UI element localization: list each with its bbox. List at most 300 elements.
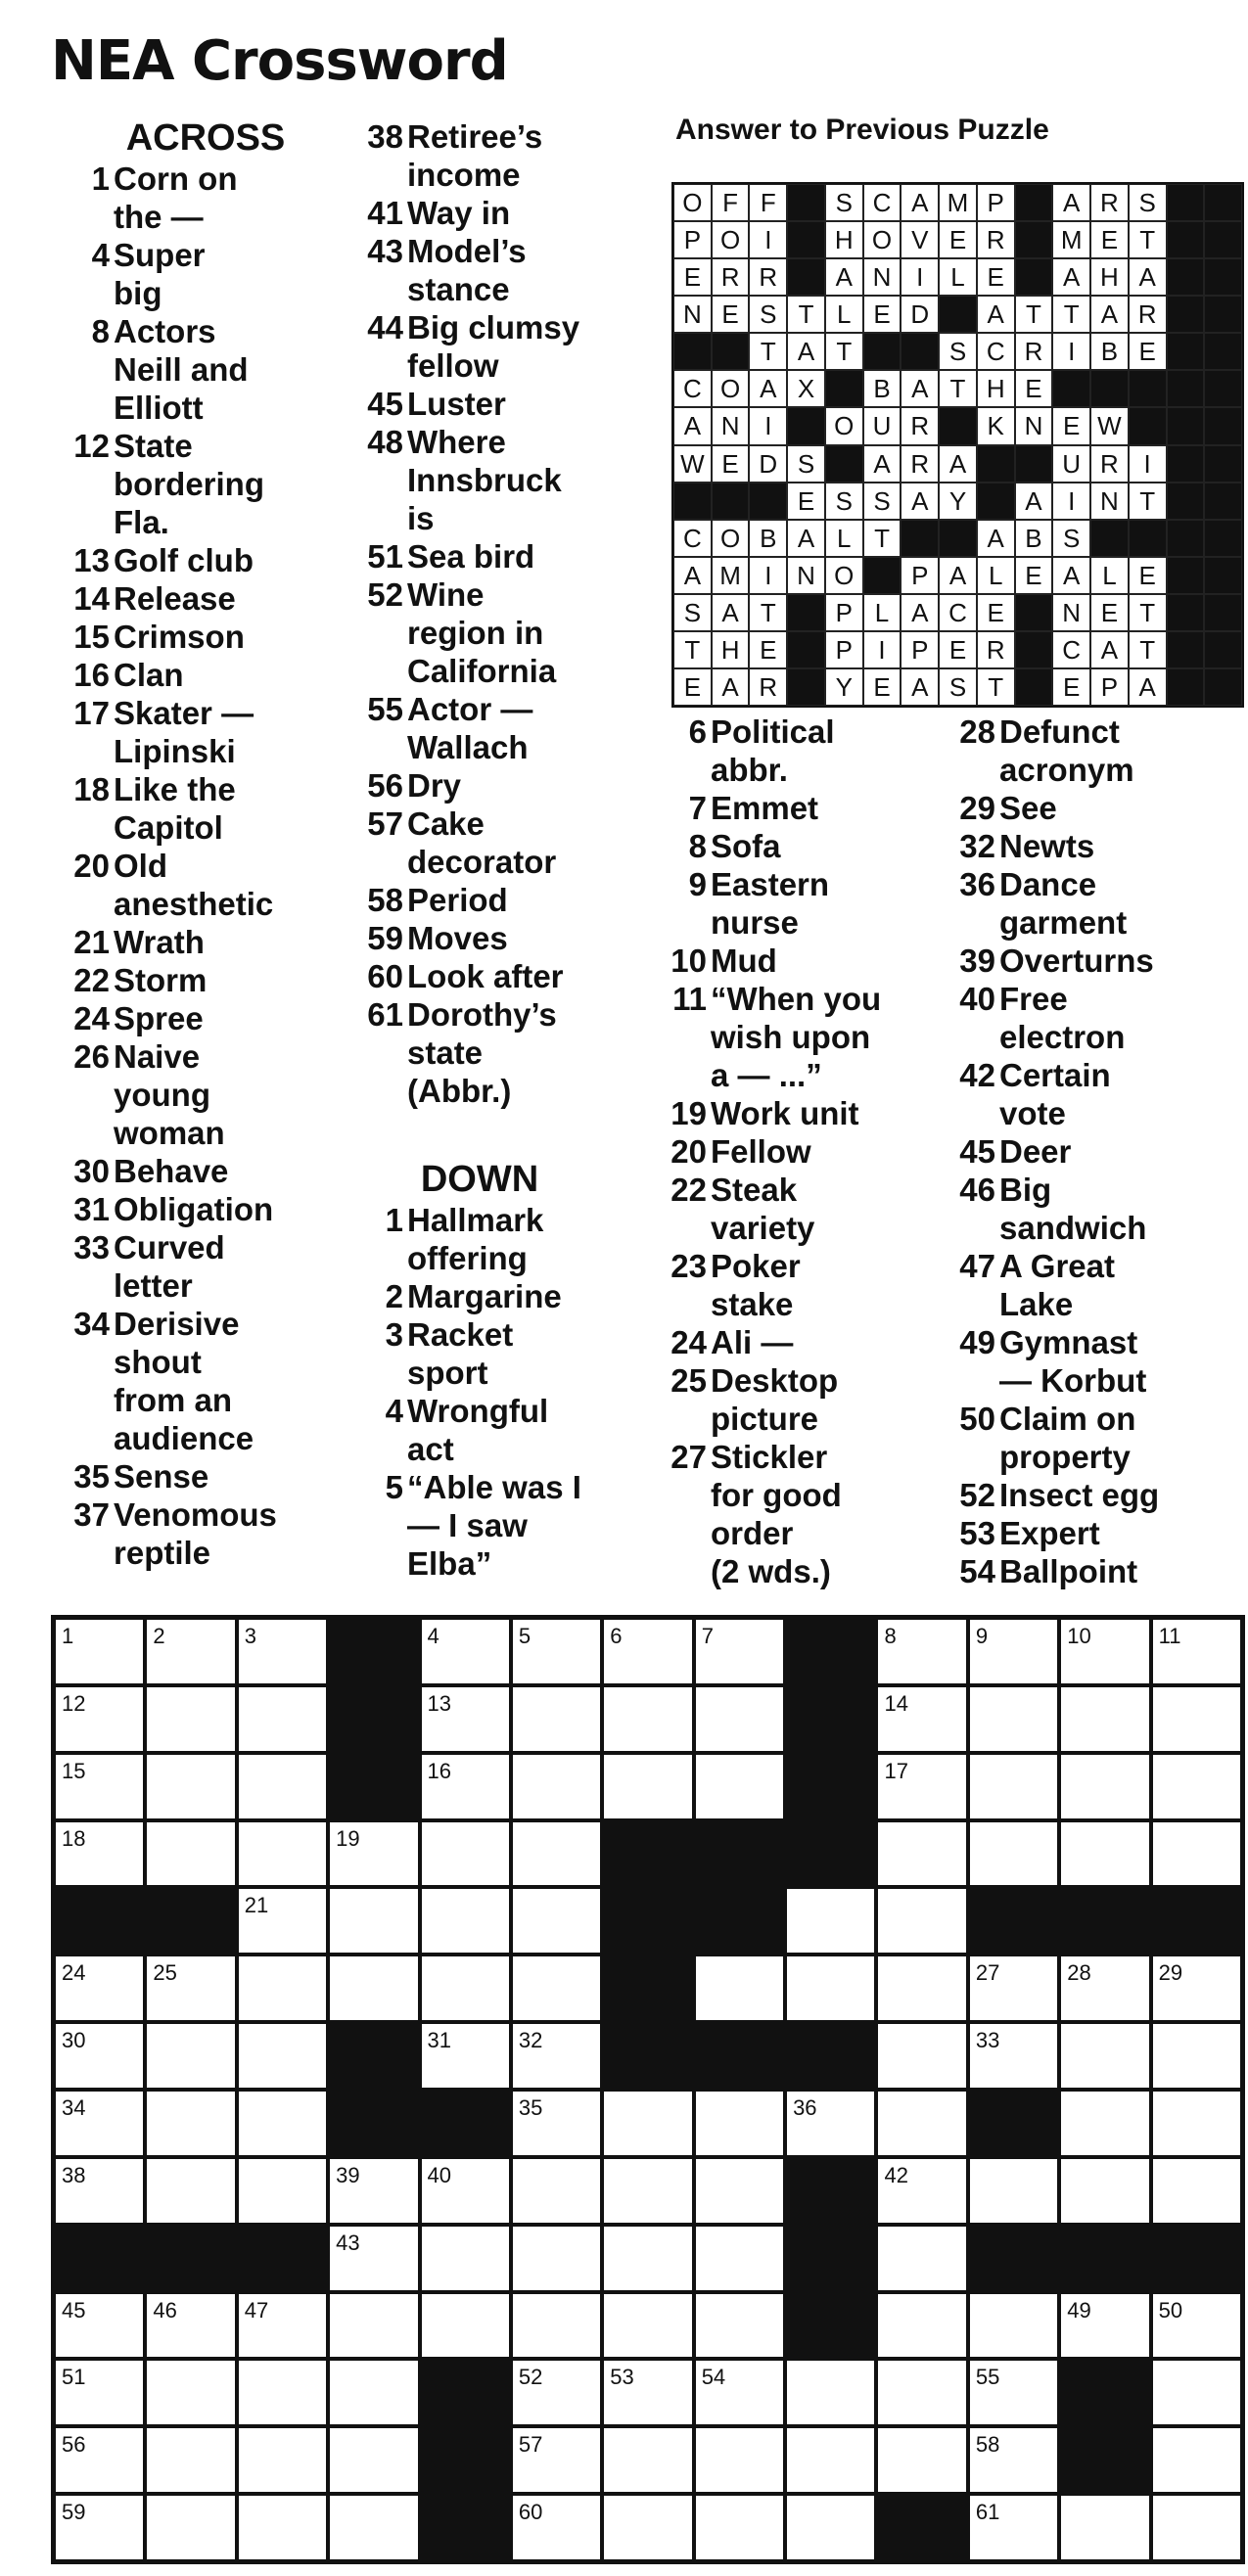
grid-cell[interactable]: [602, 2225, 693, 2292]
black-square: [968, 1887, 1059, 1955]
grid-cell[interactable]: [328, 1820, 419, 1888]
clue-text: Cake decorator: [407, 805, 557, 880]
across-col-1: [59, 117, 352, 1572]
down-clue: [656, 1438, 949, 1590]
grid-cell[interactable]: [1151, 2157, 1242, 2225]
grid-cell[interactable]: [237, 2090, 328, 2157]
grid-cell[interactable]: [1151, 1820, 1242, 1888]
across-clue: [59, 312, 352, 427]
grid-cell[interactable]: [328, 1887, 419, 1955]
answer-cell: H: [1090, 258, 1129, 296]
grid-cell[interactable]: [420, 1685, 511, 1753]
grid-cell[interactable]: [54, 1618, 145, 1685]
grid-cell[interactable]: [145, 2022, 236, 2090]
down-clue: [656, 1132, 949, 1171]
answer-cell: W: [1090, 407, 1129, 444]
cell-number: 47: [244, 2297, 269, 2323]
grid-cell[interactable]: [602, 2426, 693, 2494]
clue-text: Eastern nurse: [711, 866, 830, 941]
clue-number: 16: [73, 657, 110, 693]
grid-cell[interactable]: [145, 2090, 236, 2157]
grid-cell[interactable]: [511, 1753, 602, 1820]
grid-cell[interactable]: [876, 1820, 967, 1888]
grid-cell[interactable]: [237, 2426, 328, 2494]
black-square: [749, 483, 787, 520]
clue-number: 24: [73, 1000, 110, 1036]
grid-cell[interactable]: [511, 2426, 602, 2494]
clue-number: 6: [688, 713, 707, 750]
grid-cell[interactable]: [511, 2494, 602, 2561]
grid-cell[interactable]: [968, 2292, 1059, 2360]
black-square: [673, 333, 712, 370]
cell-number: 35: [518, 2094, 543, 2120]
grid-cell[interactable]: [876, 2359, 967, 2426]
answer-cell: O: [712, 370, 750, 407]
grid-cell[interactable]: [237, 1955, 328, 2022]
clue-number: 15: [73, 619, 110, 655]
clue-text: Obligation: [114, 1191, 274, 1227]
black-square: [328, 1753, 419, 1820]
cell-number: 7: [701, 1624, 714, 1648]
answer-cell: A: [901, 184, 939, 221]
grid-cell[interactable]: [1059, 2292, 1150, 2360]
grid-cell[interactable]: [328, 2426, 419, 2494]
answer-cell: Y: [825, 668, 863, 706]
black-square: [939, 407, 977, 444]
crossword-grid[interactable]: [51, 1615, 1245, 2564]
grid-cell[interactable]: [511, 2359, 602, 2426]
answer-cell: E: [1090, 594, 1129, 631]
grid-cell[interactable]: [694, 2225, 785, 2292]
grid-cell[interactable]: [968, 2022, 1059, 2090]
grid-cell[interactable]: [237, 2292, 328, 2360]
grid-cell[interactable]: [694, 1753, 785, 1820]
grid-cell[interactable]: [145, 2359, 236, 2426]
grid-cell[interactable]: [602, 2157, 693, 2225]
grid-cell[interactable]: [1151, 2090, 1242, 2157]
grid-cell[interactable]: [1151, 2359, 1242, 2426]
grid-cell[interactable]: [1151, 2494, 1242, 2561]
grid-cell[interactable]: [1059, 2022, 1150, 2090]
grid-cell[interactable]: [237, 1685, 328, 1753]
cell-number: 57: [518, 2432, 543, 2458]
grid-cell[interactable]: [876, 2292, 967, 2360]
grid-cell[interactable]: [1059, 1753, 1150, 1820]
grid-cell[interactable]: [54, 2494, 145, 2561]
grid-cell[interactable]: [237, 1618, 328, 1685]
black-square: [1204, 370, 1242, 407]
grid-cell[interactable]: [876, 2022, 967, 2090]
grid-cell[interactable]: [420, 2157, 511, 2225]
grid-cell[interactable]: [328, 2359, 419, 2426]
grid-cell[interactable]: [54, 2292, 145, 2360]
grid-cell[interactable]: [511, 1887, 602, 1955]
grid-cell[interactable]: [1059, 1685, 1150, 1753]
grid-cell[interactable]: [54, 1685, 145, 1753]
down-clue: [656, 942, 949, 980]
grid-cell[interactable]: [54, 2090, 145, 2157]
answer-cell: E: [787, 483, 825, 520]
grid-cell[interactable]: [876, 2157, 967, 2225]
black-square: [1204, 333, 1242, 370]
grid-cell[interactable]: [237, 2494, 328, 2561]
clue-number: 7: [688, 790, 707, 826]
cell-number: 27: [975, 1960, 1000, 1986]
black-square: [602, 1955, 693, 2022]
answer-cell: I: [901, 258, 939, 296]
grid-cell[interactable]: [328, 2157, 419, 2225]
cell-number: 49: [1067, 2297, 1091, 2323]
grid-cell[interactable]: [876, 1955, 967, 2022]
grid-cell[interactable]: [602, 2359, 693, 2426]
answer-cell: S: [939, 668, 977, 706]
grid-cell[interactable]: [328, 1955, 419, 2022]
grid-cell[interactable]: [968, 1685, 1059, 1753]
grid-cell[interactable]: [145, 1820, 236, 1888]
clue-number: 28: [959, 713, 995, 750]
grid-cell[interactable]: [420, 1955, 511, 2022]
answer-cell: C: [673, 520, 712, 557]
grid-cell[interactable]: [694, 2359, 785, 2426]
across-clue: [352, 919, 675, 957]
grid-cell[interactable]: [420, 1887, 511, 1955]
clue-text: Hallmark offering: [407, 1202, 544, 1276]
across-clue: [352, 194, 675, 232]
answer-cell: A: [977, 296, 1015, 333]
black-square: [968, 2225, 1059, 2292]
grid-cell[interactable]: [328, 2494, 419, 2561]
grid-cell[interactable]: [511, 1685, 602, 1753]
clue-number: 60: [367, 958, 403, 994]
grid-cell[interactable]: [420, 2292, 511, 2360]
answer-cell: T: [863, 520, 901, 557]
clue-number: 11: [672, 981, 707, 1017]
grid-cell[interactable]: [876, 1753, 967, 1820]
grid-cell[interactable]: [145, 2157, 236, 2225]
answer-cell: U: [1052, 445, 1090, 483]
clue-number: 56: [367, 767, 403, 804]
grid-cell[interactable]: [785, 1955, 876, 2022]
grid-cell[interactable]: [420, 1618, 511, 1685]
grid-cell[interactable]: [1151, 1753, 1242, 1820]
black-square: [420, 2494, 511, 2561]
grid-cell[interactable]: [145, 2494, 236, 2561]
grid-cell[interactable]: [420, 1753, 511, 1820]
grid-cell[interactable]: [968, 2494, 1059, 2561]
grid-cell[interactable]: [54, 2359, 145, 2426]
answer-cell: A: [901, 483, 939, 520]
across-clue: [59, 236, 352, 312]
clue-text: Certain vote: [999, 1057, 1111, 1131]
black-square: [1167, 631, 1205, 668]
clue-number: 58: [367, 882, 403, 918]
grid-cell[interactable]: [328, 2225, 419, 2292]
clue-number: 51: [367, 538, 403, 575]
black-square: [977, 483, 1015, 520]
grid-cell[interactable]: [602, 1753, 693, 1820]
answer-cell: F: [749, 184, 787, 221]
grid-cell[interactable]: [694, 1955, 785, 2022]
grid-cell[interactable]: [602, 2292, 693, 2360]
grid-cell[interactable]: [511, 1955, 602, 2022]
grid-cell[interactable]: [328, 2292, 419, 2360]
clue-number: 33: [73, 1229, 110, 1265]
black-square: [1204, 668, 1242, 706]
black-square: [1059, 2359, 1150, 2426]
answer-cell: A: [787, 333, 825, 370]
answer-cell: N: [673, 296, 712, 333]
down-clue: [352, 1468, 675, 1583]
down-clue: [656, 1094, 949, 1132]
grid-cell[interactable]: [694, 2157, 785, 2225]
grid-cell[interactable]: [54, 1955, 145, 2022]
grid-cell[interactable]: [785, 2426, 876, 2494]
answer-cell: A: [939, 557, 977, 594]
grid-cell[interactable]: [602, 2090, 693, 2157]
grid-cell[interactable]: [511, 2090, 602, 2157]
answer-cell: B: [1090, 333, 1129, 370]
grid-cell[interactable]: [54, 1820, 145, 1888]
black-square: [420, 2090, 511, 2157]
grid-cell[interactable]: [785, 2090, 876, 2157]
cell-number: 12: [62, 1690, 86, 1716]
clue-number: 53: [959, 1515, 995, 1551]
black-square: [1204, 520, 1242, 557]
grid-cell[interactable]: [54, 1753, 145, 1820]
grid-cell[interactable]: [694, 2494, 785, 2561]
black-square: [54, 1887, 145, 1955]
clue-number: 39: [959, 943, 995, 979]
grid-cell[interactable]: [54, 2157, 145, 2225]
grid-cell[interactable]: [145, 1685, 236, 1753]
grid-cell[interactable]: [968, 2426, 1059, 2494]
black-square: [712, 483, 750, 520]
grid-cell[interactable]: [145, 2426, 236, 2494]
black-square: [1204, 594, 1242, 631]
cell-number: 14: [884, 1690, 908, 1716]
clue-number: 12: [73, 428, 110, 464]
grid-cell[interactable]: [1059, 1618, 1150, 1685]
answer-cell: O: [712, 520, 750, 557]
grid-cell[interactable]: [968, 1955, 1059, 2022]
grid-cell[interactable]: [876, 2225, 967, 2292]
grid-cell[interactable]: [876, 1887, 967, 1955]
clue-text: Big clumsy fellow: [407, 309, 580, 384]
answer-cell: L: [977, 557, 1015, 594]
answer-cell: A: [712, 668, 750, 706]
grid-cell[interactable]: [694, 2292, 785, 2360]
clue-text: Free electron: [999, 981, 1126, 1055]
clue-text: Luster: [407, 386, 506, 422]
black-square: [1167, 445, 1205, 483]
grid-cell[interactable]: [420, 2022, 511, 2090]
answer-cell: E: [712, 445, 750, 483]
across-clue: [352, 232, 675, 308]
black-square: [1015, 221, 1053, 258]
grid-cell[interactable]: [511, 2022, 602, 2090]
grid-cell[interactable]: [968, 2359, 1059, 2426]
grid-cell[interactable]: [968, 1618, 1059, 1685]
answer-title: Answer to Previous Puzzle: [675, 114, 1049, 146]
across-clue: [59, 847, 352, 923]
grid-cell[interactable]: [54, 2022, 145, 2090]
grid-cell[interactable]: [968, 2157, 1059, 2225]
down-clue: [352, 1201, 675, 1277]
black-square: [1015, 594, 1053, 631]
down-clue: [945, 942, 1248, 980]
grid-cell[interactable]: [420, 1820, 511, 1888]
answer-cell: W: [673, 445, 712, 483]
grid-cell[interactable]: [1151, 1685, 1242, 1753]
grid-cell[interactable]: [237, 2022, 328, 2090]
grid-cell[interactable]: [876, 1618, 967, 1685]
grid-cell[interactable]: [237, 2157, 328, 2225]
grid-cell[interactable]: [876, 2090, 967, 2157]
black-square: [1167, 184, 1205, 221]
answer-cell: E: [1129, 333, 1167, 370]
answer-cell: R: [1090, 445, 1129, 483]
grid-cell[interactable]: [1059, 1820, 1150, 1888]
black-square: [1204, 221, 1242, 258]
grid-cell[interactable]: [602, 2494, 693, 2561]
clue-text: Big sandwich: [999, 1172, 1147, 1246]
grid-cell[interactable]: [420, 2225, 511, 2292]
black-square: [694, 1887, 785, 1955]
grid-cell[interactable]: [145, 1955, 236, 2022]
grid-cell[interactable]: [511, 2157, 602, 2225]
answer-cell: P: [901, 631, 939, 668]
grid-cell[interactable]: [237, 1887, 328, 1955]
black-square: [1167, 333, 1205, 370]
answer-cell: E: [977, 258, 1015, 296]
clue-text: Stickler for good order (2 wds.): [711, 1439, 842, 1589]
grid-cell[interactable]: [694, 2090, 785, 2157]
grid-cell[interactable]: [1059, 1955, 1150, 2022]
answer-cell: S: [673, 594, 712, 631]
grid-cell[interactable]: [1059, 2090, 1150, 2157]
clue-text: See: [999, 790, 1057, 826]
answer-cell: A: [1052, 557, 1090, 594]
clue-number: 50: [959, 1401, 995, 1437]
grid-cell[interactable]: [694, 2426, 785, 2494]
grid-cell[interactable]: [1059, 2494, 1150, 2561]
black-square: [328, 2022, 419, 2090]
clue-text: Venomous reptile: [114, 1496, 277, 1571]
answer-cell: R: [977, 221, 1015, 258]
clue-number: 42: [959, 1057, 995, 1093]
clue-number: 52: [367, 576, 403, 613]
grid-cell[interactable]: [1151, 2426, 1242, 2494]
grid-cell[interactable]: [511, 1618, 602, 1685]
grid-cell[interactable]: [511, 2225, 602, 2292]
grid-cell[interactable]: [876, 2426, 967, 2494]
clue-text: Claim on property: [999, 1401, 1136, 1475]
answer-cell: R: [901, 407, 939, 444]
across-clue: [59, 427, 352, 541]
grid-cell[interactable]: [785, 1887, 876, 1955]
grid-cell[interactable]: [237, 2359, 328, 2426]
grid-cell[interactable]: [511, 2292, 602, 2360]
clue-text: Overturns: [999, 943, 1154, 979]
grid-cell[interactable]: [237, 1753, 328, 1820]
black-square: [787, 258, 825, 296]
black-square: [977, 445, 1015, 483]
answer-cell: A: [1129, 668, 1167, 706]
grid-cell[interactable]: [785, 2494, 876, 2561]
answer-cell: M: [712, 557, 750, 594]
clue-text: Expert: [999, 1515, 1100, 1551]
answer-cell: A: [901, 370, 939, 407]
grid-cell[interactable]: [1151, 1955, 1242, 2022]
black-square: [785, 1753, 876, 1820]
clue-text: Spree: [114, 1000, 204, 1036]
grid-cell[interactable]: [876, 1685, 967, 1753]
clue-number: 8: [91, 313, 110, 349]
grid-cell[interactable]: [1151, 2292, 1242, 2360]
answer-cell: P: [901, 557, 939, 594]
clue-text: Wine region in California: [407, 576, 557, 689]
grid-cell[interactable]: [511, 1820, 602, 1888]
black-square: [1090, 370, 1129, 407]
grid-cell[interactable]: [145, 1753, 236, 1820]
clue-number: 5: [385, 1469, 403, 1505]
grid-cell[interactable]: [54, 2426, 145, 2494]
grid-cell[interactable]: [694, 1685, 785, 1753]
grid-cell[interactable]: [145, 1618, 236, 1685]
cell-number: 10: [1067, 1624, 1091, 1648]
cell-number: 45: [62, 2297, 86, 2323]
answer-cell: E: [1090, 221, 1129, 258]
grid-cell[interactable]: [1059, 2157, 1150, 2225]
clue-number: 34: [73, 1306, 110, 1342]
black-square: [1204, 445, 1242, 483]
grid-cell[interactable]: [968, 1753, 1059, 1820]
grid-cell[interactable]: [237, 1820, 328, 1888]
black-square: [328, 1685, 419, 1753]
across-clue: [352, 385, 675, 423]
black-square: [1167, 668, 1205, 706]
black-square: [785, 2022, 876, 2090]
answer-cell: H: [977, 370, 1015, 407]
clue-number: 36: [959, 866, 995, 902]
across-clue: [352, 957, 675, 995]
black-square: [825, 445, 863, 483]
across-clue: [352, 805, 675, 881]
grid-cell[interactable]: [1151, 1618, 1242, 1685]
grid-cell[interactable]: [694, 1618, 785, 1685]
clue-text: Ali —: [711, 1324, 794, 1360]
grid-cell[interactable]: [968, 1820, 1059, 1888]
grid-cell[interactable]: [785, 2359, 876, 2426]
grid-cell[interactable]: [602, 1618, 693, 1685]
black-square: [787, 631, 825, 668]
black-square: [787, 184, 825, 221]
grid-cell[interactable]: [602, 1685, 693, 1753]
clue-text: Sense: [114, 1458, 209, 1495]
black-square: [939, 520, 977, 557]
clue-number: 20: [670, 1133, 707, 1170]
answer-cell: R: [1015, 333, 1053, 370]
answer-cell: E: [1129, 557, 1167, 594]
cell-number: 54: [701, 2365, 726, 2390]
answer-cell: L: [863, 594, 901, 631]
clue-number: 17: [73, 695, 110, 731]
down-clue: [945, 827, 1248, 865]
clue-number: 22: [670, 1172, 707, 1208]
grid-cell[interactable]: [1151, 2022, 1242, 2090]
grid-cell[interactable]: [145, 2292, 236, 2360]
down-clue: [656, 980, 949, 1094]
